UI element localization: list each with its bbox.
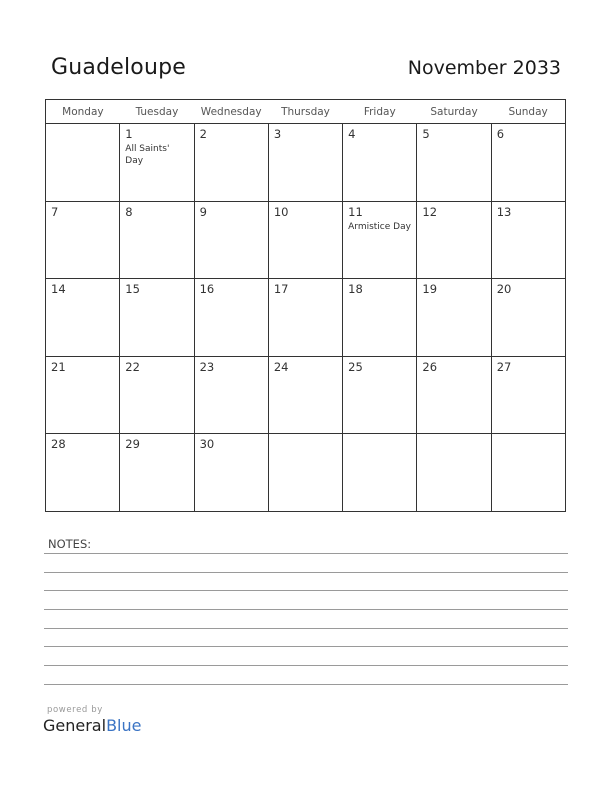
day-number: 10 bbox=[273, 204, 289, 219]
week-row bbox=[46, 124, 566, 202]
holiday-label: Armistice Day bbox=[348, 221, 411, 232]
day-cell bbox=[343, 434, 417, 512]
day-number: 16 bbox=[199, 282, 215, 297]
day-cell bbox=[194, 201, 268, 279]
day-cell bbox=[491, 356, 565, 434]
day-cell bbox=[491, 124, 565, 202]
day-cell bbox=[120, 201, 194, 279]
day-number: 27 bbox=[496, 359, 512, 374]
holiday-label bbox=[46, 374, 119, 376]
day-cell bbox=[46, 356, 120, 434]
day-cell bbox=[46, 279, 120, 357]
day-cell bbox=[343, 356, 417, 434]
day-number: 25 bbox=[348, 359, 363, 374]
day-number: 5 bbox=[422, 127, 430, 141]
holiday-label bbox=[269, 219, 342, 221]
day-cell bbox=[417, 356, 491, 434]
holiday-label bbox=[269, 141, 342, 143]
weekday-header: Tuesday bbox=[120, 100, 194, 124]
holiday-label bbox=[269, 374, 342, 376]
holiday-label bbox=[46, 296, 119, 298]
day-cell bbox=[46, 434, 120, 512]
day-cell bbox=[491, 279, 565, 357]
calendar-grid bbox=[45, 99, 566, 512]
holiday-label bbox=[343, 141, 416, 143]
day-number: 4 bbox=[348, 127, 356, 141]
day-cell bbox=[491, 434, 565, 512]
weekday-header: Thursday bbox=[268, 100, 342, 124]
weekday-header: Monday bbox=[46, 100, 120, 124]
weekday-header: Saturday bbox=[417, 100, 491, 124]
powered-by-text: powered by bbox=[47, 705, 103, 715]
holiday-label bbox=[492, 437, 565, 439]
day-cell bbox=[194, 356, 268, 434]
holiday-label bbox=[417, 219, 490, 221]
day-number: 20 bbox=[496, 282, 512, 297]
holiday-label bbox=[195, 374, 268, 376]
holiday-label bbox=[195, 141, 268, 143]
holiday-label bbox=[120, 374, 193, 376]
notes-label: NOTES: bbox=[48, 537, 92, 551]
holiday-label bbox=[46, 219, 119, 221]
day-cell bbox=[268, 279, 342, 357]
day-number: 28 bbox=[51, 437, 66, 452]
note-line bbox=[44, 646, 568, 647]
note-line bbox=[44, 665, 568, 666]
day-cell bbox=[417, 124, 491, 202]
note-line bbox=[44, 609, 568, 610]
day-cell bbox=[343, 201, 417, 279]
holiday-label bbox=[46, 451, 119, 453]
note-line bbox=[44, 684, 568, 685]
day-number: 22 bbox=[125, 359, 140, 374]
generalblue-logo bbox=[43, 716, 141, 735]
week-row bbox=[46, 356, 566, 434]
day-cell bbox=[343, 279, 417, 357]
day-cell bbox=[120, 124, 194, 202]
holiday-label bbox=[492, 296, 565, 298]
day-number: 14 bbox=[51, 282, 66, 297]
day-number: 24 bbox=[273, 359, 289, 374]
holiday-label bbox=[343, 437, 416, 439]
weekday-header: Wednesday bbox=[194, 100, 268, 124]
holiday-label bbox=[120, 296, 193, 298]
note-line bbox=[44, 590, 568, 591]
day-cell bbox=[417, 201, 491, 279]
week-row bbox=[46, 279, 566, 357]
day-cell bbox=[417, 434, 491, 512]
holiday-label bbox=[417, 437, 490, 439]
day-cell bbox=[46, 201, 120, 279]
note-line bbox=[44, 553, 568, 554]
day-cell bbox=[343, 124, 417, 202]
holiday-label bbox=[195, 296, 268, 298]
day-cell bbox=[491, 201, 565, 279]
day-cell bbox=[268, 124, 342, 202]
day-number: 15 bbox=[125, 282, 140, 297]
day-number: 2 bbox=[199, 127, 207, 141]
day-number: 9 bbox=[199, 204, 207, 219]
day-cell bbox=[46, 124, 120, 202]
day-cell bbox=[268, 356, 342, 434]
week-row bbox=[46, 434, 566, 512]
day-number: 26 bbox=[422, 359, 438, 374]
day-cell bbox=[268, 201, 342, 279]
weekday-header-row bbox=[46, 100, 566, 124]
holiday-label bbox=[269, 296, 342, 298]
note-line bbox=[44, 628, 568, 629]
day-cell bbox=[194, 434, 268, 512]
holiday-label bbox=[492, 219, 565, 221]
holiday-label bbox=[269, 437, 342, 439]
day-number: 12 bbox=[422, 204, 438, 219]
holiday-label bbox=[417, 141, 490, 143]
day-number: 23 bbox=[199, 359, 215, 374]
holiday-label bbox=[492, 374, 565, 376]
day-cell bbox=[120, 356, 194, 434]
day-number: 11 bbox=[348, 204, 363, 219]
holiday-label bbox=[195, 451, 268, 453]
day-cell bbox=[194, 279, 268, 357]
holiday-label bbox=[46, 127, 119, 129]
day-number: 29 bbox=[125, 437, 140, 452]
brand-blue: Blue bbox=[106, 716, 142, 735]
holiday-label bbox=[343, 296, 416, 298]
note-line bbox=[44, 572, 568, 573]
brand-general: General bbox=[43, 716, 107, 735]
holiday-label bbox=[195, 219, 268, 221]
day-number: 13 bbox=[496, 204, 512, 219]
weekday-header: Friday bbox=[343, 100, 417, 124]
weekday-header: Sunday bbox=[491, 100, 565, 124]
holiday-label bbox=[417, 374, 490, 376]
day-cell bbox=[194, 124, 268, 202]
day-number: 3 bbox=[273, 127, 282, 141]
day-cell bbox=[268, 434, 342, 512]
day-number: 18 bbox=[348, 282, 363, 297]
holiday-label bbox=[343, 374, 416, 376]
day-number: 6 bbox=[496, 127, 505, 141]
day-number: 1 bbox=[125, 127, 133, 141]
month-year-title: November 2033 bbox=[407, 57, 561, 79]
day-cell bbox=[120, 434, 194, 512]
day-number: 7 bbox=[51, 204, 59, 219]
day-number: 21 bbox=[51, 359, 66, 374]
holiday-label: All Saints' Day bbox=[125, 144, 170, 166]
day-number: 30 bbox=[199, 437, 215, 452]
day-cell bbox=[417, 279, 491, 357]
day-cell bbox=[120, 279, 194, 357]
day-number: 19 bbox=[422, 282, 438, 297]
holiday-label bbox=[120, 219, 193, 221]
holiday-label bbox=[492, 141, 565, 143]
holiday-label bbox=[417, 296, 490, 298]
day-number: 17 bbox=[273, 282, 289, 297]
country-title: Guadeloupe bbox=[51, 55, 186, 80]
holiday-label bbox=[120, 451, 193, 453]
day-number: 8 bbox=[125, 204, 133, 219]
week-row bbox=[46, 201, 566, 279]
